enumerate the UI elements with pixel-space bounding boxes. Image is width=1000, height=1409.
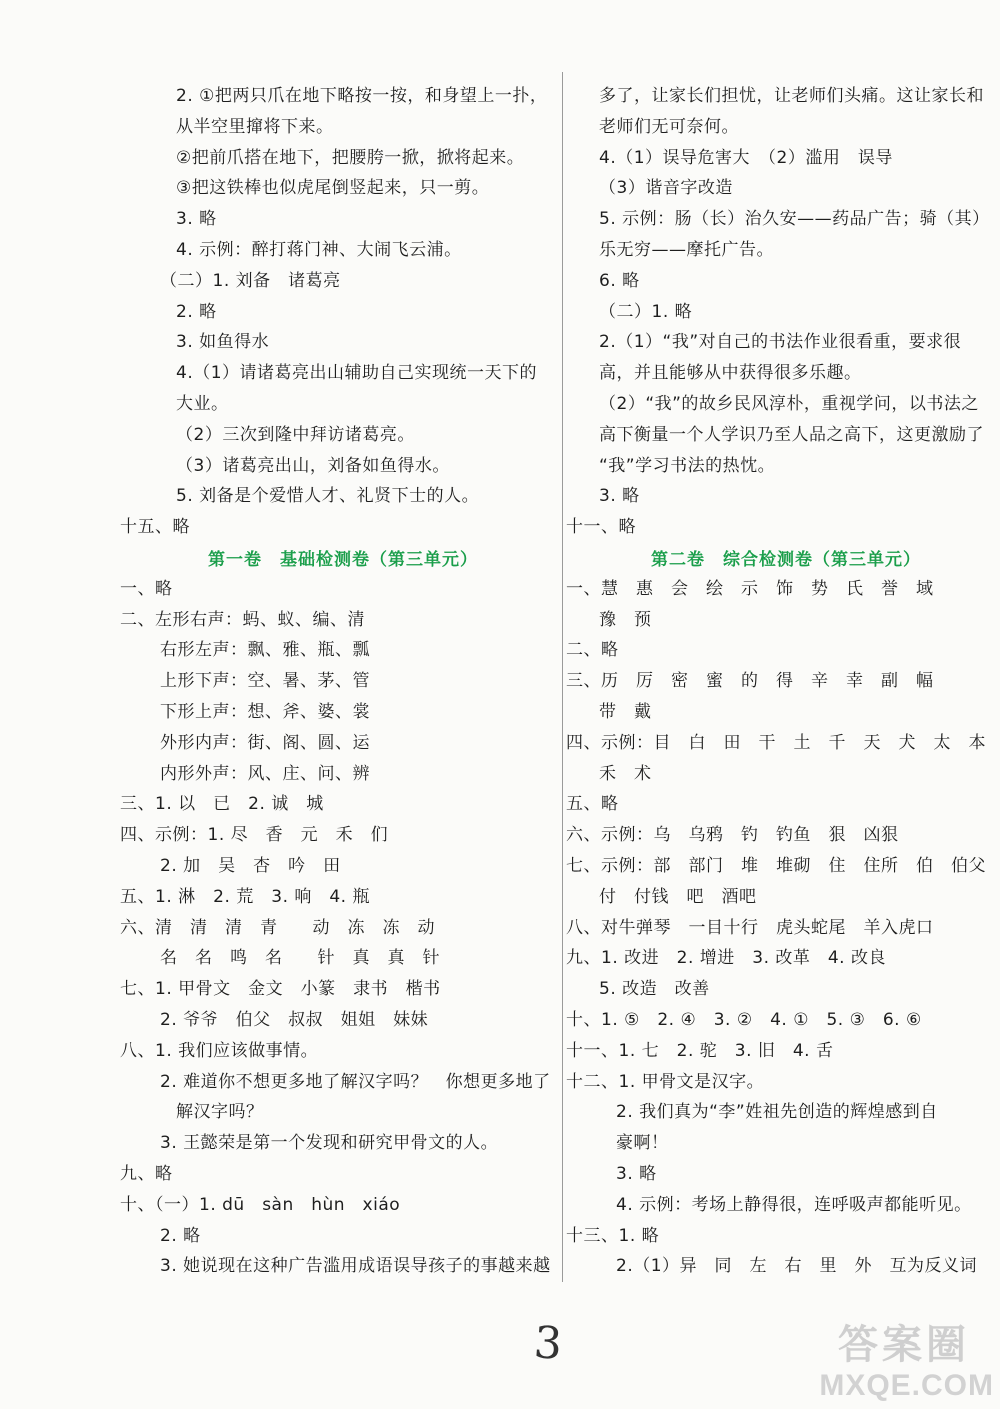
text-line: 多了，让家长们担忧，让老师们头痛。这让家长和 xyxy=(599,86,984,106)
text-line: 6. 略 xyxy=(599,270,640,291)
text-line: 5. 示例：肠（长）治久安——药品广告；骑（其） xyxy=(599,209,990,230)
text-line: 十二、1. 甲骨文是汉字。 xyxy=(566,1071,765,1092)
watermark-logo xyxy=(774,1313,994,1403)
text-line: 七、示例：部 部门 堆 堆砌 住 住所 伯 伯父 xyxy=(566,856,986,876)
text-line: 5. 刘备是个爱惜人才、礼贤下士的人。 xyxy=(176,486,480,507)
text-line: 十一、1. 七 2. 驼 3. 旧 4. 舌 xyxy=(566,1040,834,1061)
text-line: 内形外声：风、庄、问、辨 xyxy=(160,763,370,784)
watermark-en: MXQE.COM xyxy=(819,1369,994,1402)
text-line: 一、慧 惠 会 绘 示 饰 势 氏 誉 域 xyxy=(566,578,934,599)
text-line: 外形内声：街、阁、圆、运 xyxy=(160,732,370,753)
text-line: 四、示例：1. 尽 香 元 禾 们 xyxy=(120,825,389,846)
text-line: 豫 预 xyxy=(599,609,652,630)
text-line: （二）1. 刘备 诸葛亮 xyxy=(160,270,341,291)
text-line: 九、1. 改进 2. 增进 3. 改革 4. 改良 xyxy=(566,948,886,969)
text-line: 解汉字吗？ xyxy=(176,1102,264,1123)
text-line: 3. 如鱼得水 xyxy=(176,332,270,353)
text-line: 十五、略 xyxy=(120,517,190,538)
text-line: 2. 加 吴 杏 吟 田 xyxy=(160,856,341,876)
text-line: 豪啊！ xyxy=(616,1133,669,1154)
text-line: 3. 略 xyxy=(616,1164,657,1184)
text-line: 2.（1）异 同 左 右 里 外 互为反义词 xyxy=(616,1256,978,1277)
text-line: 二、略 xyxy=(566,640,619,661)
text-line: 右形左声：飘、雅、瓶、瓢 xyxy=(160,640,370,661)
watermark-cn: 答案圈 xyxy=(838,1322,970,1368)
text-line: 2. ①把两只爪在地下略按一按，和身望上一扑， xyxy=(176,86,548,106)
right-column xyxy=(566,0,1000,1300)
text-line: 2. 难道你不想更多地了解汉字吗？ 你想更多地了 xyxy=(160,1071,551,1092)
text-line: 2. 我们真为“李”姓祖先创造的辉煌感到自 xyxy=(616,1102,938,1123)
text-line: 大业。 xyxy=(176,394,229,414)
text-line: 五、1. 淋 2. 荒 3. 响 4. 瓶 xyxy=(120,886,370,907)
text-line: 4.（1）请诸葛亮出山辅助自己实现统一天下的 xyxy=(176,363,538,384)
text-line: 十三、1. 略 xyxy=(566,1225,660,1246)
text-line: 八、对牛弹琴 一目十行 虎头蛇尾 羊入虎口 xyxy=(566,917,934,938)
text-line: 3. 她说现在这种广告滥用成语误导孩子的事越来越 xyxy=(160,1256,551,1277)
text-line: 四、示例：目 白 田 干 土 千 天 犬 太 本 xyxy=(566,732,986,753)
text-line: 三、1. 以 已 2. 诚 城 xyxy=(120,794,324,815)
text-line: （2）三次到隆中拜访诸葛亮。 xyxy=(176,424,415,445)
text-line: 4. 示例：考场上静得很，连呼吸声都能听见。 xyxy=(616,1194,972,1215)
text-line: 从半空里撺将下来。 xyxy=(176,116,334,137)
text-line: 2. 爷爷 伯父 叔叔 姐姐 妹妹 xyxy=(160,1010,429,1030)
section-heading: 第一卷 基础检测卷（第三单元） xyxy=(208,550,478,570)
text-line: （二）1. 略 xyxy=(599,301,693,322)
text-line: 带 戴 xyxy=(599,702,652,722)
text-line: 上形下声：空、暑、茅、管 xyxy=(160,671,370,692)
text-line: 4. 示例：醉打蒋门神、大闹飞云浦。 xyxy=(176,240,462,260)
text-line: 七、1. 甲骨文 金文 小篆 隶书 楷书 xyxy=(120,979,441,1000)
text-line: 十、（一）1. dū sàn hùn xiáo xyxy=(120,1194,401,1215)
text-line: “我”学习书法的热忱。 xyxy=(599,455,776,476)
text-line: 2. 略 xyxy=(160,1225,201,1246)
text-line: 2.（1）“我”对自己的书法作业很看重，要求很 xyxy=(599,332,962,353)
text-line: 十、1. ⑤ 2. ④ 3. ② 4. ① 5. ③ 6. ⑥ xyxy=(566,1010,922,1030)
text-line: 4.（1）误导危害大 （2）滥用 误导 xyxy=(599,147,893,168)
column-divider xyxy=(562,72,563,1282)
text-line: （3）诸葛亮出山，刘备如鱼得水。 xyxy=(176,455,450,476)
text-line: （2）“我”的故乡民风淳朴，重视学问，以书法之 xyxy=(599,394,979,414)
text-line: 3. 略 xyxy=(176,209,217,230)
text-line: 老师们无可奈何。 xyxy=(599,116,739,137)
text-line: 三、历 厉 密 蜜 的 得 辛 幸 副 幅 xyxy=(566,671,934,692)
text-line: 高下衡量一个人学识乃至人品之高下，这更激励了 xyxy=(599,424,984,445)
text-line: 八、1. 我们应该做事情。 xyxy=(120,1040,319,1061)
text-line: 九、略 xyxy=(120,1164,173,1184)
section-heading: 第二卷 综合检测卷（第三单元） xyxy=(651,550,921,570)
page-number: 3 xyxy=(532,1317,564,1370)
text-line: 十一、略 xyxy=(566,517,636,538)
text-line: 2. 略 xyxy=(176,301,217,322)
text-line: 一、略 xyxy=(120,578,173,599)
text-line: （3）谐音字改造 xyxy=(599,178,733,199)
text-line: 名 名 鸣 名 针 真 真 针 xyxy=(160,948,440,969)
text-line: 五、略 xyxy=(566,794,619,815)
text-line: 二、左形右声：蚂、蚁、编、清 xyxy=(120,609,365,630)
text-line: 5. 改造 改善 xyxy=(599,979,710,1000)
text-line: ③把这铁棒也似虎尾倒竖起来，只一剪。 xyxy=(176,178,490,199)
text-line: 3. 略 xyxy=(599,486,640,507)
text-line: 高，并且能够从中获得很多乐趣。 xyxy=(599,363,862,384)
text-line: 付 付钱 吧 酒吧 xyxy=(599,886,757,907)
text-line: 3. 王懿荣是第一个发现和研究甲骨文的人。 xyxy=(160,1133,499,1154)
text-line: 乐无穷——摩托广告。 xyxy=(599,240,774,260)
text-line: 下形上声：想、斧、婆、裳 xyxy=(160,702,370,722)
text-line: 禾 术 xyxy=(599,763,652,784)
text-line: 六、清 清 清 青 动 冻 冻 动 xyxy=(120,917,435,938)
text-line: 六、示例：乌 乌鸦 钓 钓鱼 狠 凶狠 xyxy=(566,825,899,846)
text-line: ②把前爪搭在地下，把腰胯一掀，掀将起来。 xyxy=(176,147,525,168)
